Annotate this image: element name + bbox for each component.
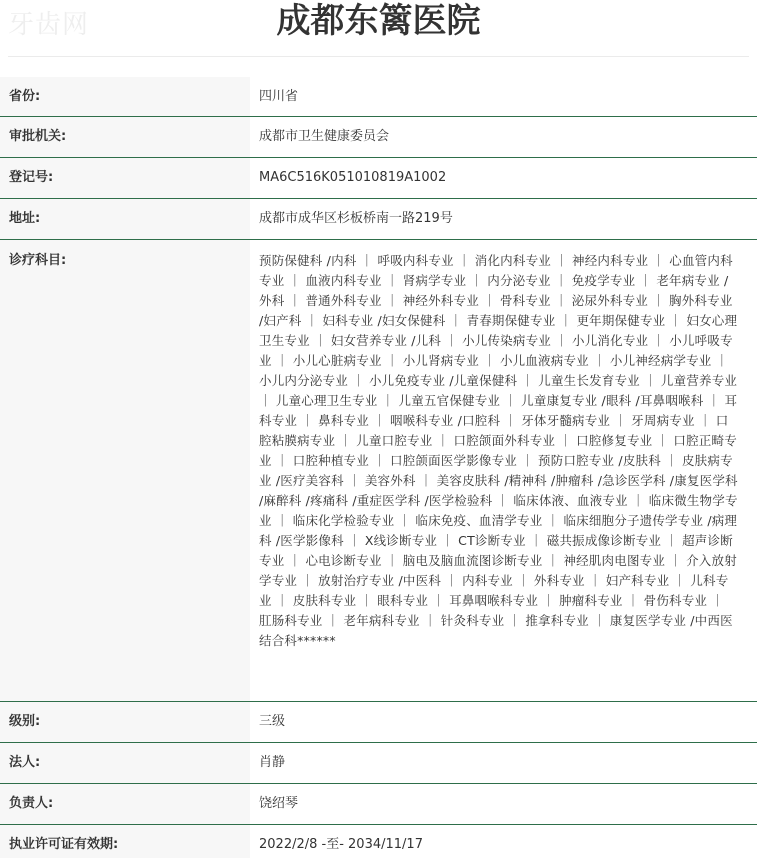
- province-value: 四川省: [250, 77, 749, 116]
- row-legal-person: [0, 743, 757, 784]
- level-label: 级别:: [0, 702, 250, 742]
- person-in-charge-label: 负责人:: [0, 784, 250, 824]
- license-validity-value: 2022/2/8 -至- 2034/11/17: [250, 825, 749, 858]
- row-license-validity: [0, 825, 757, 858]
- departments-value: 预防保健科 /内科 ｜ 呼吸内科专业 ｜ 消化内科专业 ｜ 神经内科专业 ｜ 心血管内科专业 ｜ 血液内科专业 ｜ 肾病学专业 ｜ 内分泌专业 ｜ 免疫学专业 ｜ 老年病专业 /外科 ｜ 普通外科专业 ｜ 神经外科专业 ｜ 骨科专业 ｜ 泌尿外科专业 ｜ 胸外科专业 /妇产科 ｜ 妇科专业 /妇女保健科 ｜ 青春期保健专业 ｜ 更年期保健专业 ｜ 妇女心理卫生专业 ｜ 妇女营养专业 /儿科 ｜ 小儿传染病专业 ｜ 小儿消化专业 ｜ 小儿呼吸专业 ｜ 小儿心脏病专业 ｜ 小儿肾病专业 ｜ 小儿血液病专业 ｜ 小儿神经病学专业 ｜ 小儿内分泌专业 ｜ 小儿免疫专业 /儿童保健科 ｜ 儿童生长发育专业 ｜ 儿童营养专业 ｜ 儿童心理卫生专业 ｜ 儿童五官保健专业 ｜ 儿童康复专业 /眼科 /耳鼻咽喉科 ｜ 耳科专业 ｜ 鼻科专业 ｜ 咽喉科专业 /口腔科 ｜ 牙体牙髓病专业 ｜ 牙周病专业 ｜ 口腔粘膜病专业 ｜ 儿童口腔专业 ｜ 口腔颌面外科专业 ｜ 口腔修复专业 ｜ 口腔正畸专业 ｜ 口腔种植专业 ｜ 口腔颌面医学影像专业 ｜ 预防口腔专业 /皮肤科 ｜ 皮肤病专业 /医疗美容科 ｜ 美容外科 ｜ 美容皮肤科 /精神科 /肿瘤科 /急诊医学科 /康复医学科 /麻醉科 /疼痛科 /重症医学科 /医学检验科 ｜ 临床体液、血液专业 ｜ 临床微生物学专业 ｜ 临床化学检验专业 ｜ 临床免疫、血清学专业 ｜ 临床细胞分子遗传学专业 /病理科 /医学影像科 ｜ X线诊断专业 ｜ CT诊断专业 ｜ 磁共振成像诊断专业 ｜ 超声诊断专业 ｜ 心电诊断专业 ｜ 脑电及脑血流图诊断专业 ｜ 神经肌肉电图专业 ｜ 介入放射学专业 ｜ 放射治疗专业 /中医科 ｜ 内科专业 ｜ 外科专业 ｜ 妇产科专业 ｜ 儿科专业 ｜ 皮肤科专业 ｜ 眼科专业 ｜ 耳鼻咽喉科专业 ｜ 肿瘤科专业 ｜ 骨伤科专业 ｜ 肛肠科专业 ｜ 老年病科专业 ｜ 针灸科专业 ｜ 推拿科专业 ｜ 康复医学专业 /中西医结合科******: [250, 240, 749, 701]
- row-registration: [0, 158, 757, 199]
- hospital-info-table: [0, 77, 757, 858]
- authority-label: 审批机关:: [0, 117, 250, 157]
- row-address: [0, 199, 757, 240]
- address-value: 成都市成华区杉板桥南一路219号: [250, 199, 749, 239]
- page-title: 成都东篱医院: [276, 1, 481, 41]
- row-province: [0, 77, 757, 117]
- title-divider: [8, 56, 749, 57]
- row-authority: [0, 117, 757, 158]
- row-departments: [0, 240, 757, 702]
- legal-person-value: 肖静: [250, 743, 749, 783]
- registration-value: MA6C516K051010819A1002: [250, 158, 749, 198]
- departments-label: 诊疗科目:: [0, 240, 250, 701]
- license-validity-label: 执业许可证有效期:: [0, 825, 250, 858]
- legal-person-label: 法人:: [0, 743, 250, 783]
- person-in-charge-value: 饶绍琴: [250, 784, 749, 824]
- row-person-in-charge: [0, 784, 757, 825]
- address-label: 地址:: [0, 199, 250, 239]
- watermark-logo: 牙齿网: [8, 10, 90, 40]
- province-label: 省份:: [0, 77, 250, 116]
- authority-value: 成都市卫生健康委员会: [250, 117, 749, 157]
- level-value: 三级: [250, 702, 749, 742]
- row-level: [0, 702, 757, 743]
- registration-label: 登记号:: [0, 158, 250, 198]
